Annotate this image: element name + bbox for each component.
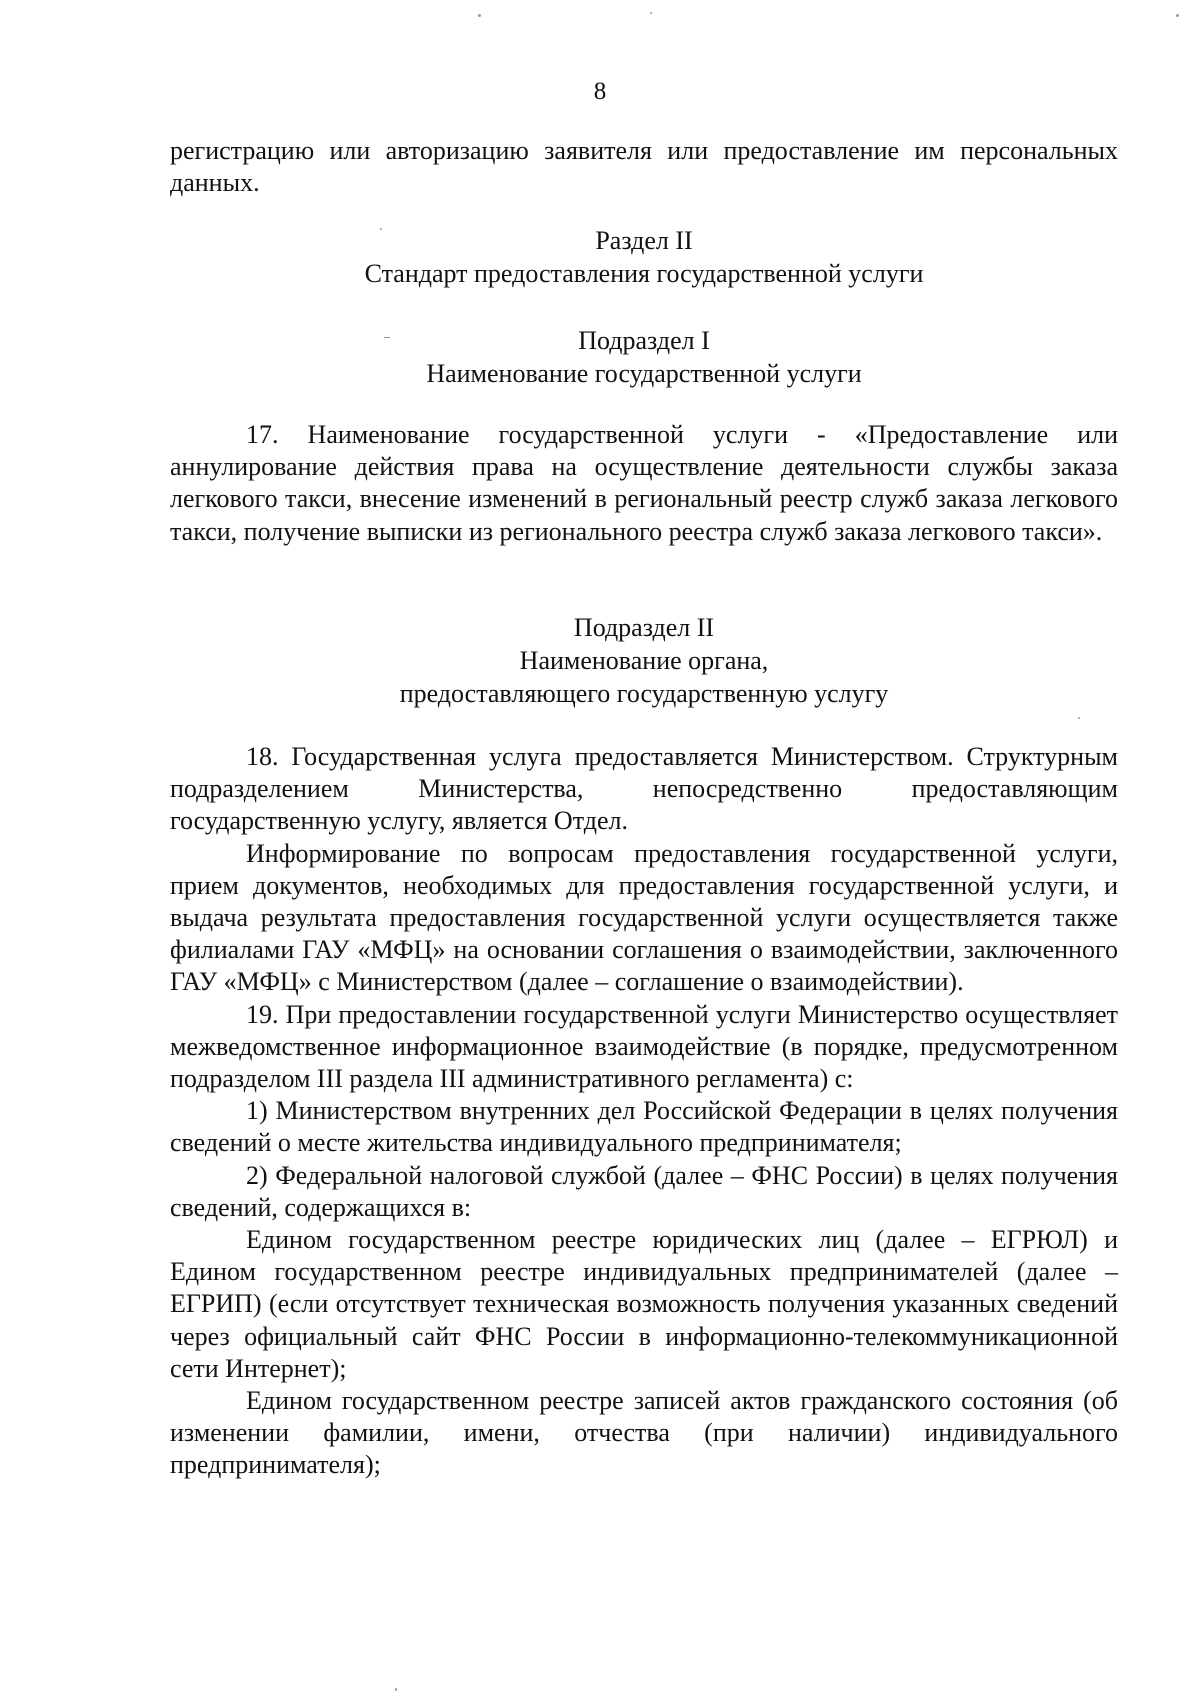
- paragraph-18: 18. Государственная услуга предоставляется Министерством. Структурным подразделением Министерства, непосредственно предоставляющим государственную услугу, является Отдел.: [170, 742, 1118, 836]
- continuation-paragraph: регистрацию или авторизацию заявителя или предоставление им персональных данных.: [170, 136, 1118, 198]
- scan-speck: [384, 337, 390, 338]
- subsection-2-heading: [170, 611, 1118, 710]
- paragraph-informing: Информирование по вопросам предоставления государственной услуги, прием документов, необходимых для предоставления государственной услуги, и выдача результата предоставления государственной услуги осуществляется также филиалами ГАУ «МФЦ» на основании соглашения о взаимодействии, заключенного ГАУ «МФЦ» с Министерством (далее – соглашение о взаимодействии).: [170, 838, 1118, 997]
- continuation-block: [170, 135, 1118, 199]
- paragraph-19: 19. При предоставлении государственной услуги Министерство осуществляет межведомственное информационное взаимодействие (в порядке, предусмотренном подразделом III раздела III административного регламента) с:: [170, 999, 1118, 1094]
- subsection-1-title: Наименование государственной услуги: [426, 359, 862, 388]
- page-number: 8: [593, 78, 607, 105]
- paragraph-17: 17. Наименование государственной услуги - «Предоставление или аннулирование действия права на осуществление деятельности службы заказа легкового такси, внесение изменений в региональный реестр служб заказа легкового такси, получение выписки из регионального реестра служб заказа легкового такси».: [170, 420, 1118, 546]
- list-item-2: 2) Федеральной налоговой службой (далее – ФНС России) в целях получения сведений, содержащихся в:: [170, 1160, 1118, 1222]
- registry-paragraph-egrul: Едином государственном реестре юридических лиц (далее – ЕГРЮЛ) и Едином государственном реестре индивидуальных предпринимателей (далее – ЕГРИП) (если отсутствует техническая возможность получения указанных сведений через официальный сайт ФНС России в информационно-телекоммуникационной сети Интернет);: [170, 1225, 1118, 1383]
- registry-paragraph-zags: Едином государственном реестре записей актов гражданского состояния (об изменении фамилии, имени, отчества (при наличии) индивидуального предпринимателя);: [170, 1386, 1118, 1480]
- section-heading: [170, 224, 1118, 290]
- section-label: Раздел II: [595, 226, 693, 255]
- scan-speck: [395, 1688, 397, 1691]
- paragraph-17-block: [170, 419, 1118, 548]
- subsection-2-label: Подраздел II: [573, 613, 715, 642]
- subsection-1-heading: [170, 324, 1118, 390]
- subsection-2-title-line-1: Наименование органа,: [519, 646, 769, 675]
- scan-speck: [1078, 717, 1080, 719]
- subsection-2-title-line-2: предоставляющего государственную услугу: [399, 679, 889, 708]
- scan-speck: [1176, 14, 1179, 17]
- scan-speck: [478, 14, 481, 17]
- list-item-1: 1) Министерством внутренних дел Российской Федерации в целях получения сведений о месте жительства индивидуального предпринимателя;: [170, 1096, 1118, 1158]
- scan-speck: [650, 12, 652, 14]
- section-title: Стандарт предоставления государственной услуги: [364, 259, 924, 288]
- scan-speck: [380, 228, 382, 230]
- subsection-1-label: Подраздел I: [578, 326, 710, 355]
- paragraphs-block: [170, 741, 1118, 1482]
